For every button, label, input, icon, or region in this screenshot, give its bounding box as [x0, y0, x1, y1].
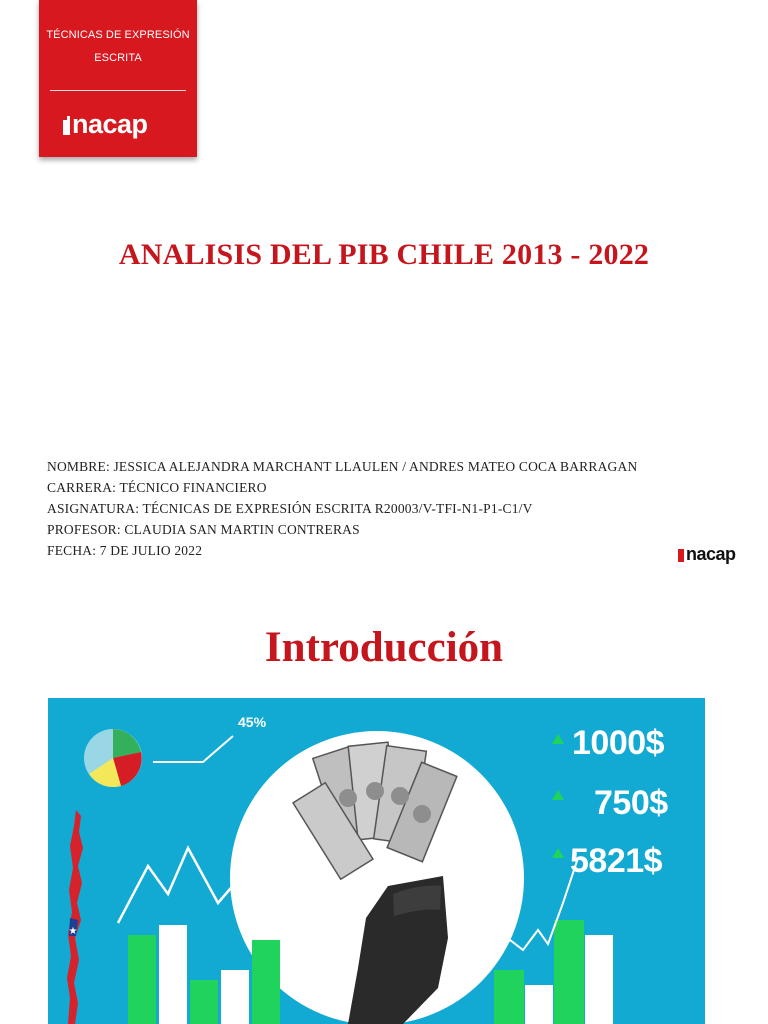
price-value: 5821$: [570, 842, 663, 880]
inacap-logo-small: [678, 544, 736, 564]
logo-text: nacap: [72, 109, 148, 139]
price-value: 750$: [594, 784, 668, 822]
logo-mark-icon: [678, 549, 684, 562]
percent-label: 45%: [238, 714, 267, 730]
badge-divider: [50, 90, 186, 91]
pie-chart-icon: [84, 729, 142, 787]
info-carrera: CARRERA: TÉCNICO FINANCIERO: [47, 480, 267, 495]
logo-text: nacap: [686, 544, 736, 564]
info-profesor: PROFESOR: CLAUDIA SAN MARTIN CONTRERAS: [47, 522, 360, 537]
logo-mark-icon: [63, 116, 70, 135]
section-title: Introducción: [264, 624, 504, 671]
student-info: [47, 456, 637, 561]
course-badge: [39, 0, 197, 157]
chile-map-icon: [67, 810, 83, 1024]
up-arrow-icon: [552, 734, 564, 744]
page-title: ANALISIS DEL PIB CHILE 2013 - 2022: [118, 238, 650, 271]
info-nombre: NOMBRE: JESSICA ALEJANDRA MARCHANT LLAULEN / ANDRES MATEO COCA BARRAGAN: [47, 459, 638, 474]
finance-illustration: [48, 698, 705, 1024]
course-badge-line1: TÉCNICAS DE EXPRESIÓN: [46, 29, 190, 41]
price-value: 1000$: [572, 724, 665, 762]
info-fecha: FECHA: 7 DE JULIO 2022: [47, 543, 203, 558]
svg-text:★: ★: [68, 926, 78, 937]
course-badge-title: [39, 24, 197, 70]
inacap-logo: [63, 110, 148, 138]
up-arrow-icon: [552, 848, 564, 858]
info-asignatura: ASIGNATURA: TÉCNICAS DE EXPRESIÓN ESCRITA R20003/V-TFI-N1-P1-C1/V: [47, 501, 533, 516]
course-badge-line2: ESCRITA: [94, 52, 142, 64]
up-arrow-icon: [552, 790, 564, 800]
